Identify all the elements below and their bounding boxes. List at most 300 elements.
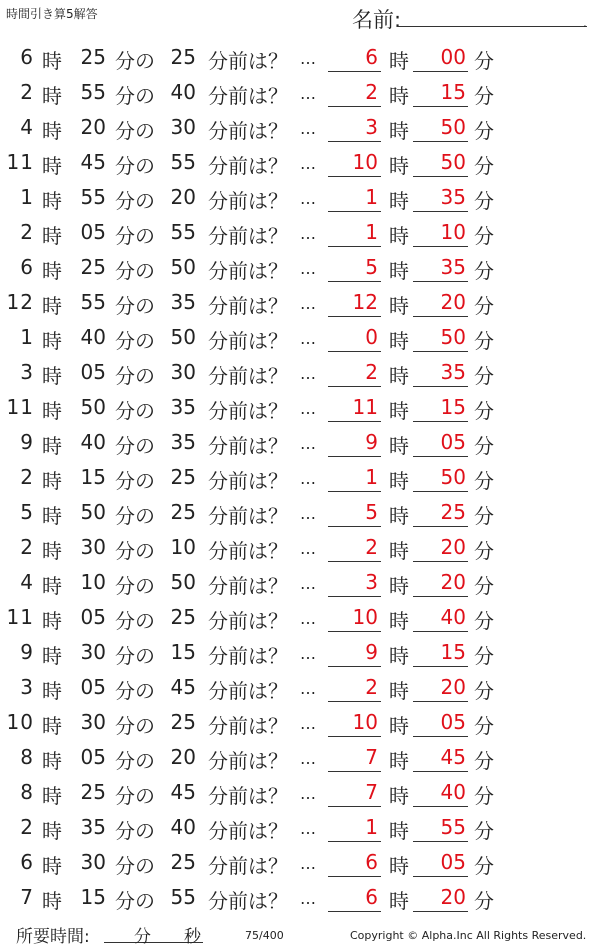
answer-hour-unit: 時 [389, 119, 409, 143]
answer-hour: 3 [365, 570, 378, 594]
name-label: 名前: [352, 8, 402, 32]
question-text: 分前は？ [208, 539, 288, 563]
hour-unit: 時 [42, 434, 62, 458]
ellipsis: … [300, 119, 316, 138]
hour-unit: 時 [42, 609, 62, 633]
answer-minute-unit: 分 [474, 294, 494, 318]
answer-minute: 25 [440, 500, 466, 524]
minutes-before: 35 [170, 290, 196, 314]
minute-of-unit: 分の [115, 609, 155, 633]
start-minute: 55 [80, 80, 106, 104]
answer-minute-line [413, 841, 468, 842]
hour-unit: 時 [42, 784, 62, 808]
start-hour: 11 [6, 605, 34, 629]
answer-hour-line [328, 106, 381, 107]
answer-minute: 35 [440, 255, 466, 279]
answer-minute-unit: 分 [474, 84, 494, 108]
minutes-before: 55 [170, 220, 196, 244]
answer-hour-unit: 時 [389, 84, 409, 108]
start-hour: 7 [20, 885, 34, 909]
answer-hour: 2 [365, 535, 378, 559]
minute-of-unit: 分の [115, 119, 155, 143]
question-text: 分前は？ [208, 749, 288, 773]
ellipsis: … [300, 434, 316, 453]
problem-row [0, 565, 600, 600]
start-minute: 40 [80, 325, 106, 349]
hour-unit: 時 [42, 469, 62, 493]
problem-row [0, 320, 600, 355]
answer-hour-line [328, 211, 381, 212]
hour-unit: 時 [42, 749, 62, 773]
hour-unit: 時 [42, 644, 62, 668]
start-hour: 6 [20, 45, 34, 69]
minutes-before: 45 [170, 780, 196, 804]
minute-of-unit: 分の [115, 644, 155, 668]
problem-row [0, 355, 600, 390]
answer-minute-unit: 分 [474, 469, 494, 493]
answer-minute-unit: 分 [474, 399, 494, 423]
problem-row [0, 425, 600, 460]
answer-hour: 7 [365, 780, 378, 804]
question-text: 分前は？ [208, 504, 288, 528]
answer-hour-line [328, 911, 381, 912]
start-minute: 30 [80, 640, 106, 664]
answer-minute-unit: 分 [474, 784, 494, 808]
answer-hour-unit: 時 [389, 539, 409, 563]
minute-of-unit: 分の [115, 714, 155, 738]
answer-minute-line [413, 246, 468, 247]
start-hour: 1 [20, 325, 34, 349]
answer-minute: 40 [440, 605, 466, 629]
question-text: 分前は？ [208, 259, 288, 283]
answer-hour: 12 [352, 290, 378, 314]
problem-row [0, 530, 600, 565]
answer-minute-unit: 分 [474, 154, 494, 178]
answer-hour: 2 [365, 80, 378, 104]
answer-hour-line [328, 71, 381, 72]
answer-hour-unit: 時 [389, 294, 409, 318]
answer-minute-line [413, 351, 468, 352]
problem-row [0, 845, 600, 880]
problem-row [0, 460, 600, 495]
ellipsis: … [300, 539, 316, 558]
minute-of-unit: 分の [115, 854, 155, 878]
minute-of-unit: 分の [115, 539, 155, 563]
ellipsis: … [300, 714, 316, 733]
question-text: 分前は？ [208, 609, 288, 633]
worksheet-title: 時間引き算5解答 [6, 7, 98, 21]
answer-minute: 15 [440, 395, 466, 419]
answer-minute-line [413, 771, 468, 772]
minutes-before: 20 [170, 185, 196, 209]
minutes-before: 25 [170, 500, 196, 524]
answer-hour: 2 [365, 675, 378, 699]
start-minute: 25 [80, 255, 106, 279]
answer-minute-unit: 分 [474, 329, 494, 353]
problem-row [0, 250, 600, 285]
minutes-before: 50 [170, 255, 196, 279]
problem-row [0, 740, 600, 775]
ellipsis: … [300, 49, 316, 68]
start-minute: 15 [80, 465, 106, 489]
problem-row [0, 145, 600, 180]
answer-minute-line [413, 491, 468, 492]
answer-hour-unit: 時 [389, 749, 409, 773]
answer-minute-unit: 分 [474, 434, 494, 458]
start-minute: 25 [80, 45, 106, 69]
answer-hour-line [328, 666, 381, 667]
minutes-before: 35 [170, 395, 196, 419]
answer-hour: 6 [365, 850, 378, 874]
start-minute: 20 [80, 115, 106, 139]
answer-hour-line [328, 421, 381, 422]
hour-unit: 時 [42, 364, 62, 388]
answer-hour: 1 [365, 465, 378, 489]
start-hour: 3 [20, 360, 34, 384]
minutes-before: 50 [170, 325, 196, 349]
hour-unit: 時 [42, 539, 62, 563]
answer-minute: 45 [440, 745, 466, 769]
minute-of-unit: 分の [115, 434, 155, 458]
start-minute: 30 [80, 710, 106, 734]
start-hour: 2 [20, 815, 34, 839]
start-hour: 8 [20, 780, 34, 804]
answer-hour-line [328, 176, 381, 177]
start-hour: 2 [20, 80, 34, 104]
answer-hour: 10 [352, 710, 378, 734]
hour-unit: 時 [42, 224, 62, 248]
problem-row [0, 180, 600, 215]
answer-minute-unit: 分 [474, 889, 494, 913]
start-hour: 9 [20, 430, 34, 454]
answer-hour: 6 [365, 885, 378, 909]
hour-unit: 時 [42, 294, 62, 318]
question-text: 分前は？ [208, 49, 288, 73]
answer-minute-line [413, 736, 468, 737]
ellipsis: … [300, 854, 316, 873]
ellipsis: … [300, 644, 316, 663]
minute-of-unit: 分の [115, 259, 155, 283]
minute-of-unit: 分の [115, 154, 155, 178]
ellipsis: … [300, 294, 316, 313]
minute-of-unit: 分の [115, 294, 155, 318]
start-minute: 30 [80, 535, 106, 559]
start-hour: 6 [20, 850, 34, 874]
start-minute: 50 [80, 395, 106, 419]
answer-hour: 7 [365, 745, 378, 769]
answer-minute-unit: 分 [474, 119, 494, 143]
minute-unit-label: 分 [134, 927, 151, 947]
ellipsis: … [300, 259, 316, 278]
answer-minute-line [413, 561, 468, 562]
minute-of-unit: 分の [115, 679, 155, 703]
start-minute: 15 [80, 885, 106, 909]
hour-unit: 時 [42, 889, 62, 913]
problem-row [0, 775, 600, 810]
minutes-before: 20 [170, 745, 196, 769]
problem-row [0, 635, 600, 670]
question-text: 分前は？ [208, 84, 288, 108]
question-text: 分前は？ [208, 434, 288, 458]
answer-hour-unit: 時 [389, 784, 409, 808]
question-text: 分前は？ [208, 889, 288, 913]
answer-minute-line [413, 806, 468, 807]
name-line-end-dot: . [583, 16, 587, 30]
start-hour: 6 [20, 255, 34, 279]
hour-unit: 時 [42, 574, 62, 598]
answer-hour: 5 [365, 500, 378, 524]
start-minute: 30 [80, 850, 106, 874]
start-hour: 12 [6, 290, 34, 314]
answer-minute-line [413, 596, 468, 597]
start-minute: 40 [80, 430, 106, 454]
minutes-before: 25 [170, 605, 196, 629]
answer-hour-line [328, 246, 381, 247]
answer-hour-line [328, 141, 381, 142]
time-required-label: 所要時間: [16, 927, 90, 947]
answer-hour: 1 [365, 815, 378, 839]
name-field-line [397, 26, 587, 27]
ellipsis: … [300, 819, 316, 838]
answer-minute-unit: 分 [474, 574, 494, 598]
answer-hour-line [328, 701, 381, 702]
answer-minute-unit: 分 [474, 749, 494, 773]
answer-hour-unit: 時 [389, 819, 409, 843]
answer-minute-unit: 分 [474, 854, 494, 878]
hour-unit: 時 [42, 854, 62, 878]
question-text: 分前は？ [208, 819, 288, 843]
ellipsis: … [300, 329, 316, 348]
question-text: 分前は？ [208, 399, 288, 423]
problem-row [0, 75, 600, 110]
minute-of-unit: 分の [115, 364, 155, 388]
answer-minute: 00 [440, 45, 466, 69]
answer-hour-line [328, 456, 381, 457]
minute-of-unit: 分の [115, 329, 155, 353]
hour-unit: 時 [42, 84, 62, 108]
answer-minute-line [413, 106, 468, 107]
start-minute: 05 [80, 745, 106, 769]
start-hour: 11 [6, 150, 34, 174]
question-text: 分前は？ [208, 854, 288, 878]
minutes-before: 35 [170, 430, 196, 454]
answer-hour-unit: 時 [389, 49, 409, 73]
answer-minute-unit: 分 [474, 49, 494, 73]
minute-of-unit: 分の [115, 784, 155, 808]
start-minute: 25 [80, 780, 106, 804]
problem-row [0, 810, 600, 845]
question-text: 分前は？ [208, 679, 288, 703]
start-hour: 9 [20, 640, 34, 664]
start-minute: 05 [80, 220, 106, 244]
answer-hour-line [328, 771, 381, 772]
minutes-before: 25 [170, 710, 196, 734]
answer-minute-line [413, 71, 468, 72]
answer-minute: 15 [440, 640, 466, 664]
answer-minute-line [413, 316, 468, 317]
answer-hour: 9 [365, 640, 378, 664]
minutes-before: 55 [170, 885, 196, 909]
answer-hour-line [328, 596, 381, 597]
minute-of-unit: 分の [115, 224, 155, 248]
answer-minute-line [413, 666, 468, 667]
hour-unit: 時 [42, 504, 62, 528]
answer-hour-line [328, 526, 381, 527]
answer-hour: 1 [365, 185, 378, 209]
hour-unit: 時 [42, 259, 62, 283]
problem-row [0, 880, 600, 915]
answer-hour-line [328, 806, 381, 807]
problem-row [0, 215, 600, 250]
start-minute: 05 [80, 360, 106, 384]
answer-minute: 10 [440, 220, 466, 244]
question-text: 分前は？ [208, 364, 288, 388]
minutes-before: 10 [170, 535, 196, 559]
answer-minute: 50 [440, 325, 466, 349]
answer-minute: 55 [440, 815, 466, 839]
hour-unit: 時 [42, 49, 62, 73]
answer-minute: 35 [440, 185, 466, 209]
answer-hour-line [328, 491, 381, 492]
start-minute: 35 [80, 815, 106, 839]
answer-hour-unit: 時 [389, 329, 409, 353]
ellipsis: … [300, 889, 316, 908]
answer-minute: 50 [440, 150, 466, 174]
minute-of-unit: 分の [115, 749, 155, 773]
hour-unit: 時 [42, 714, 62, 738]
answer-minute-line [413, 526, 468, 527]
question-text: 分前は？ [208, 224, 288, 248]
minutes-before: 25 [170, 850, 196, 874]
start-hour: 5 [20, 500, 34, 524]
ellipsis: … [300, 784, 316, 803]
question-text: 分前は？ [208, 154, 288, 178]
answer-hour-line [328, 316, 381, 317]
answer-minute: 20 [440, 570, 466, 594]
minutes-before: 30 [170, 115, 196, 139]
problem-row [0, 670, 600, 705]
answer-minute: 20 [440, 885, 466, 909]
ellipsis: … [300, 469, 316, 488]
answer-hour-unit: 時 [389, 574, 409, 598]
start-minute: 05 [80, 605, 106, 629]
answer-hour: 9 [365, 430, 378, 454]
minute-of-unit: 分の [115, 574, 155, 598]
start-hour: 1 [20, 185, 34, 209]
answer-hour-unit: 時 [389, 469, 409, 493]
answer-minute-line [413, 421, 468, 422]
problem-row [0, 40, 600, 75]
hour-unit: 時 [42, 119, 62, 143]
question-text: 分前は？ [208, 574, 288, 598]
minute-of-unit: 分の [115, 889, 155, 913]
problem-row [0, 285, 600, 320]
question-text: 分前は？ [208, 784, 288, 808]
hour-unit: 時 [42, 329, 62, 353]
answer-minute-line [413, 876, 468, 877]
answer-minute-unit: 分 [474, 609, 494, 633]
start-hour: 11 [6, 395, 34, 419]
answer-minute: 50 [440, 465, 466, 489]
ellipsis: … [300, 84, 316, 103]
ellipsis: … [300, 749, 316, 768]
ellipsis: … [300, 679, 316, 698]
answer-minute-unit: 分 [474, 189, 494, 213]
start-hour: 8 [20, 745, 34, 769]
question-text: 分前は？ [208, 189, 288, 213]
answer-minute-line [413, 911, 468, 912]
minutes-before: 45 [170, 675, 196, 699]
problem-list [0, 40, 600, 915]
problem-row [0, 110, 600, 145]
question-text: 分前は？ [208, 294, 288, 318]
ellipsis: … [300, 224, 316, 243]
answer-hour: 10 [352, 150, 378, 174]
answer-hour-line [328, 561, 381, 562]
problem-row [0, 495, 600, 530]
answer-minute-line [413, 141, 468, 142]
minutes-before: 25 [170, 45, 196, 69]
ellipsis: … [300, 504, 316, 523]
minutes-before: 40 [170, 815, 196, 839]
answer-minute: 05 [440, 710, 466, 734]
answer-hour: 5 [365, 255, 378, 279]
answer-minute: 20 [440, 290, 466, 314]
answer-minute-line [413, 211, 468, 212]
start-hour: 2 [20, 535, 34, 559]
answer-hour-unit: 時 [389, 504, 409, 528]
minute-of-unit: 分の [115, 469, 155, 493]
question-text: 分前は？ [208, 714, 288, 738]
ellipsis: … [300, 574, 316, 593]
ellipsis: … [300, 189, 316, 208]
answer-minute: 50 [440, 115, 466, 139]
ellipsis: … [300, 399, 316, 418]
hour-unit: 時 [42, 679, 62, 703]
answer-hour-unit: 時 [389, 154, 409, 178]
answer-minute-unit: 分 [474, 714, 494, 738]
answer-minute-line [413, 701, 468, 702]
answer-hour-line [328, 876, 381, 877]
answer-hour-unit: 時 [389, 679, 409, 703]
answer-minute-unit: 分 [474, 819, 494, 843]
answer-hour-line [328, 631, 381, 632]
answer-minute-unit: 分 [474, 504, 494, 528]
start-hour: 4 [20, 570, 34, 594]
answer-minute-line [413, 631, 468, 632]
ellipsis: … [300, 154, 316, 173]
answer-minute-line [413, 456, 468, 457]
answer-hour-unit: 時 [389, 364, 409, 388]
hour-unit: 時 [42, 819, 62, 843]
answer-minute-unit: 分 [474, 259, 494, 283]
answer-minute-unit: 分 [474, 364, 494, 388]
answer-hour-unit: 時 [389, 714, 409, 738]
answer-hour-line [328, 386, 381, 387]
start-minute: 50 [80, 500, 106, 524]
minutes-before: 50 [170, 570, 196, 594]
answer-hour: 1 [365, 220, 378, 244]
problem-row [0, 705, 600, 740]
hour-unit: 時 [42, 399, 62, 423]
question-text: 分前は？ [208, 119, 288, 143]
answer-hour: 2 [365, 360, 378, 384]
ellipsis: … [300, 609, 316, 628]
answer-minute-line [413, 176, 468, 177]
answer-hour-unit: 時 [389, 189, 409, 213]
answer-hour: 10 [352, 605, 378, 629]
start-minute: 10 [80, 570, 106, 594]
